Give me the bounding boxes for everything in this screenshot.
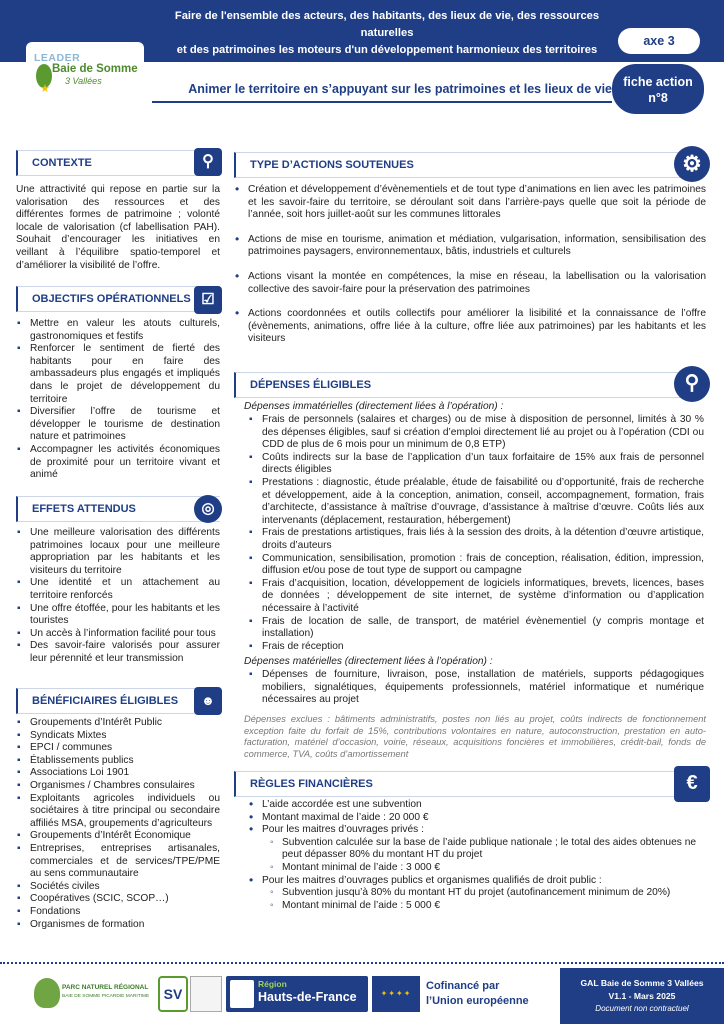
list-item: ▪ Prestations : diagnostic, étude préalable, étude de faisabilité ou d’opportunité, frais de recherche et développement, aide à la conception, animation, conseil, accompagnement, formation, frais d’architecte, d’assistance à maîtrise d’ouvrage, d’assistance à maîtrise d’œuvre. Coûts liés aux intervenants (déplacement, restauration, hébergement) bbox=[248, 477, 704, 527]
depenses-header bbox=[234, 372, 684, 398]
checkbox-icon: ☑ bbox=[194, 286, 222, 314]
contexte-header bbox=[16, 150, 220, 176]
objectifs-header bbox=[16, 286, 220, 312]
list-item: ▪ Des savoir-faire valorisés pour assurer leur pérennité et leur transmission bbox=[16, 640, 220, 665]
regles-public bbox=[248, 875, 704, 888]
regles-header bbox=[234, 771, 684, 797]
list-item: ▪ Mettre en valeur les atouts culturels, gastronomiques et festifs bbox=[16, 318, 220, 343]
banner-line-2: et des patrimoines les moteurs d'un développement harmonieux des territoires bbox=[176, 44, 598, 56]
people-icon: ☻ bbox=[194, 687, 222, 715]
magnifier-icon: ⚲ bbox=[674, 366, 710, 402]
disclaimer-text: Document non contractuel bbox=[595, 1004, 689, 1013]
eu-line-1: Cofinancé par bbox=[426, 980, 500, 992]
search-icon: ⚲ bbox=[194, 148, 222, 176]
fiche-number: n°8 bbox=[648, 91, 668, 105]
list-item: ▪ Communication, sensibilisation, promotion : frais de conception, réalisation, édition, impression, diffusion et/ou pose de tout type de support ou campagne bbox=[248, 553, 704, 578]
version-text: V1.1 - Mars 2025 bbox=[608, 991, 676, 1001]
gal-name: GAL Baie de Somme 3 Vallées bbox=[580, 978, 704, 988]
list-item: • Pour les maitres d’ouvrages privés : bbox=[248, 824, 704, 837]
region-logo bbox=[226, 976, 368, 1012]
list-item: ▪ Associations Loi 1901 bbox=[16, 767, 220, 780]
effets-header bbox=[16, 496, 220, 522]
header-banner-text bbox=[152, 8, 622, 59]
eu-flag-icon: ✦✦✦✦ bbox=[372, 976, 420, 1012]
regles-list bbox=[248, 799, 704, 837]
beneficiaires-title: BÉNÉFICIAIRES ÉLIGIBLES bbox=[32, 695, 179, 707]
footer-divider bbox=[0, 962, 724, 964]
list-item: ◦ Subvention jusqu’à 80% du montant HT du projet (autofinancement minimum de 20%) bbox=[268, 887, 704, 900]
list-item: ▪ Accompagner les activités économiques de proximité pour un territoire vivant et animé bbox=[16, 444, 220, 482]
pnr-logo-subtext: BAIE DE SOMME PICARDIE MARITIME bbox=[62, 994, 150, 999]
list-item: ▪ Un accès à l’information facilité pour tous bbox=[16, 628, 220, 641]
public-sublist bbox=[268, 887, 704, 912]
pnr-leaf-icon bbox=[34, 978, 60, 1008]
list-item: ▪ Établissements publics bbox=[16, 755, 220, 768]
list-item: ▪ Une meilleure valorisation des différents patrimoines locaux pour une meilleure appropriation par les habitants et les visiteurs du territoire bbox=[16, 527, 220, 577]
banner-line-1: Faire de l'ensemble des acteurs, des habitants, des lieux de vie, des ressources naturelles bbox=[174, 10, 600, 39]
list-item: ▪ Exploitants agricoles individuels ou sociétaires à titre principal ou secondaire affiliés MSA, groupements d’agriculteurs bbox=[16, 793, 220, 831]
list-item: ▪ Frais d’acquisition, location, développement de logiciels informatiques, brevets, licences, bases de données ; développement de site internet, de système d’information ou d’application nécessaire à l’activité bbox=[248, 578, 704, 616]
depenses-exclues: Dépenses exclues : bâtiments administratifs, postes non liés au projet, coûts indirects de fonctionnement exception faite du forfait de 15%, contributions volontaires en nature, autoconstruction, prestation en auto-facturation, matériel d’occasion, voirie, réseaux, acquisitions foncières et immobilières, crédit-bail, fonds de commerce, TVA, coûts d’amortissement bbox=[244, 714, 706, 759]
list-item: ▪ Renforcer le sentiment de fierté des habitants pour en faire des ambassadeurs plus engagés et impliqués dans le projet de développement du territoire bbox=[16, 343, 220, 406]
mat-list bbox=[248, 669, 704, 707]
list-item: • Actions visant la montée en compétences, la mise en réseau, la labellisation ou la valorisation collective des savoir-faire pour la préservation des patrimoines bbox=[234, 271, 706, 296]
effets-list bbox=[16, 527, 220, 666]
objectifs-list bbox=[16, 318, 220, 482]
types-list bbox=[234, 184, 706, 346]
list-item: ▪ Diversifier l’offre de tourisme et développer le tourisme de destination nature et patrimoines bbox=[16, 406, 220, 444]
list-item: • L’aide accordée est une subvention bbox=[248, 799, 704, 812]
immat-label: Dépenses immatérielles (directement liées à l’opération) : bbox=[244, 401, 504, 412]
types-title: TYPE D’ACTIONS SOUTENUES bbox=[250, 159, 414, 171]
list-item: • Montant maximal de l’aide : 20 000 € bbox=[248, 812, 704, 825]
list-item: • Actions de mise en tourisme, animation et médiation, vulgarisation, information, sensibilisation des patrimoines paysagers, environnementaux, bâtis, industriels et culturels bbox=[234, 234, 706, 259]
list-item: ◦ Montant minimal de l’aide : 3 000 € bbox=[268, 862, 704, 875]
list-item: ▪ Frais de réception bbox=[248, 641, 704, 654]
list-item: ▪ Organismes de formation bbox=[16, 919, 220, 932]
prive-sublist bbox=[268, 837, 704, 875]
title-underline bbox=[152, 101, 612, 103]
logo-leader-text: LEADER bbox=[34, 52, 81, 64]
depenses-title: DÉPENSES ÉLIGIBLES bbox=[250, 379, 372, 391]
gear-icon: ⚙ bbox=[674, 146, 710, 182]
list-item: ▪ EPCI / communes bbox=[16, 742, 220, 755]
immat-list bbox=[248, 414, 704, 653]
list-item: ▪ Frais de prestations artistiques, frais liés à la session des droits, à la détention d’œuvre artistique, droits d’auteurs bbox=[248, 527, 704, 552]
target-icon: ◎ bbox=[194, 495, 222, 523]
axe-badge: axe 3 bbox=[618, 28, 700, 54]
leader-eu-logo-icon bbox=[190, 976, 222, 1012]
list-item: • Pour les maitres d’ouvrages publics et organismes qualifiés de droit public : bbox=[248, 875, 704, 888]
list-item: • Création et développement d’évènementiels et de tout type d’animations en lien avec les patrimoines et les savoir-faire du territoire, se déroulant soit dans l’arrière-pays quelle que soit la période de l’année, soit hors juillet-août sur les communes littorales bbox=[234, 184, 706, 222]
list-item: ▪ Groupements d’Intérêt Public bbox=[16, 717, 220, 730]
contexte-text: Une attractivité qui repose en partie sur la valorisation des ressources et des différentes formes de patrimoine ; volonté locale de valorisation (cf labellisation PAH). Souhait d’encourager les initiatives en veillant à l’équilibre spatio-temporel et d’améliorer la visibilité de l’offre. bbox=[16, 184, 220, 271]
pnr-logo-text: PARC NATUREL RÉGIONAL bbox=[62, 984, 149, 991]
list-item: ▪ Une offre étoffée, pour les habitants et les touristes bbox=[16, 603, 220, 628]
mat-label: Dépenses matérielles (directement liées à l’opération) : bbox=[244, 656, 493, 667]
list-item: ▪ Frais de location de salle, de transport, de matériel évènementiel (y compris montage et installation) bbox=[248, 616, 704, 641]
euro-icon: € bbox=[674, 766, 710, 802]
list-item: ▪ Coûts indirects sur la base de l’application d’un taux forfaitaire de 15% aux frais de personnel directs éligibles bbox=[248, 452, 704, 477]
list-item: ▪ Entreprises, entreprises artisanales, commerciales et de services/TPE/PME au sens communautaire bbox=[16, 843, 220, 881]
list-item: ▪ Coopératives (SCIC, SCOP…) bbox=[16, 893, 220, 906]
list-item: ▪ Frais de personnels (salaires et charges) ou de mise à disposition de personnel, limités à 30 % des dépenses éligibles, sauf si création d’emploi directement lié au projet ou à l’opération (CDI ou CDD de plus de 6 mois pour un minimum de 0,8 ETP) bbox=[248, 414, 704, 452]
beneficiaires-list bbox=[16, 717, 220, 931]
list-item: ▪ Syndicats Mixtes bbox=[16, 730, 220, 743]
eu-line-2: l’Union européenne bbox=[426, 995, 529, 1007]
list-item: ▪ Une identité et un attachement au territoire renforcés bbox=[16, 577, 220, 602]
fiche-label: fiche action bbox=[623, 75, 693, 89]
list-item: ◦ Subvention calculée sur la base de l’aide publique nationale ; le total des aides obtenues ne peut dépasser 80% du montant HT du projet bbox=[268, 837, 704, 862]
region-map-icon bbox=[230, 980, 254, 1008]
contexte-title: CONTEXTE bbox=[32, 157, 92, 169]
region-small-text: Région bbox=[258, 979, 287, 989]
list-item: ▪ Fondations bbox=[16, 906, 220, 919]
regles-block bbox=[248, 799, 704, 912]
region-big-text: Hauts-de-France bbox=[258, 990, 357, 1004]
list-item: ▪ Groupements d’Intérêt Économique bbox=[16, 830, 220, 843]
page-title: Animer le territoire en s’appuyant sur les patrimoines et les lieux de vie bbox=[188, 82, 612, 96]
logo-sub-text: 3 Vallées bbox=[65, 76, 102, 86]
objectifs-title: OBJECTIFS OPÉRATIONNELS bbox=[32, 293, 191, 305]
list-item: ▪ Dépenses de fourniture, livraison, pose, installation de matériels, supports pédagogiques mobiliers, signalétiques, équipements professionnels, matériel informatique et numérique nécessaires au projet bbox=[248, 669, 704, 707]
logo-star-icon: ★ bbox=[40, 83, 50, 95]
sv-logo-icon: SV bbox=[158, 976, 188, 1012]
list-item: ▪ Sociétés civiles bbox=[16, 881, 220, 894]
list-item: ◦ Montant minimal de l’aide : 5 000 € bbox=[268, 900, 704, 913]
beneficiaires-header bbox=[16, 688, 220, 714]
types-header bbox=[234, 152, 684, 178]
list-item: ▪ Organismes / Chambres consulaires bbox=[16, 780, 220, 793]
footer-version-block bbox=[560, 968, 724, 1024]
regles-title: RÈGLES FINANCIÈRES bbox=[250, 778, 373, 790]
effets-title: EFFETS ATTENDUS bbox=[32, 503, 136, 515]
list-item: • Actions coordonnées et outils collectifs pour améliorer la lisibilité et la connaissance de l’offre (évènements, animations, offre liée à la culture, offre liée aux patrimoines) par les habitants et les visiteurs bbox=[234, 308, 706, 346]
fiche-action-badge bbox=[612, 64, 704, 114]
logo-name-text: Baie de Somme bbox=[52, 63, 138, 75]
